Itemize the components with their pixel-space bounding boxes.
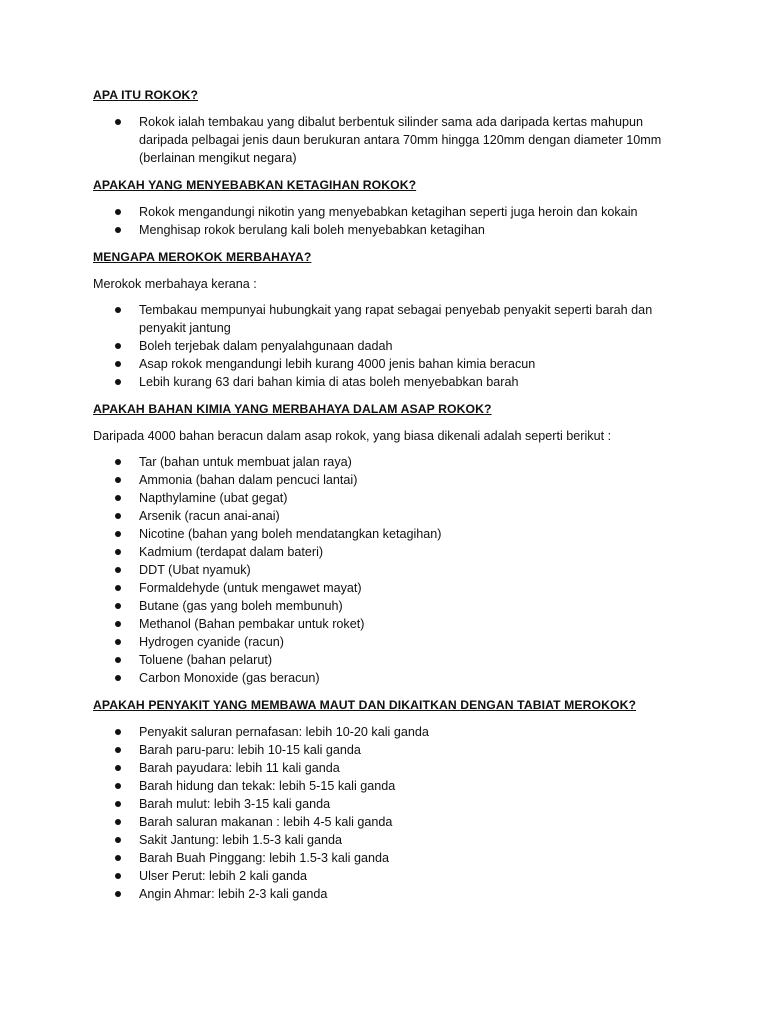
list-item (93, 579, 683, 597)
list-item-text: Boleh terjebak dalam penyalahgunaan dadah (139, 339, 393, 353)
list-item-text: Toluene (bahan pelarut) (139, 653, 273, 667)
list-item-text: Formaldehyde (untuk mengawet mayat) (139, 581, 362, 595)
list-item (93, 203, 683, 221)
bullet-icon (115, 227, 121, 233)
bullet-icon (115, 459, 121, 465)
list-item (93, 301, 683, 337)
bullet-icon (115, 783, 121, 789)
list-item (93, 471, 683, 489)
bullet-icon (115, 603, 121, 609)
list-item (93, 831, 683, 849)
list-item (93, 633, 683, 651)
list-item-text: DDT (Ubat nyamuk) (139, 563, 251, 577)
list-item (93, 723, 683, 741)
bullet-icon (115, 209, 121, 215)
list-item-text: Kadmium (terdapat dalam bateri) (139, 545, 324, 559)
list-item-text: Methanol (Bahan pembakar untuk roket) (139, 617, 365, 631)
list-item-text: Asap rokok mengandungi lebih kurang 4000 jenis bahan kimia beracun (139, 357, 536, 371)
bullet-icon (115, 819, 121, 825)
bullet-icon (115, 621, 121, 627)
list-item (93, 795, 683, 813)
bullet-icon (115, 513, 121, 519)
list-item (93, 561, 683, 579)
list-item (93, 741, 683, 759)
bullet-list (93, 723, 683, 903)
list-item-text: Sakit Jantung: lebih 1.5-3 kali ganda (139, 833, 343, 847)
list-item-text: Carbon Monoxide (gas beracun) (139, 671, 320, 685)
bullet-icon (115, 675, 121, 681)
bullet-icon (115, 379, 121, 385)
section-heading: APAKAH BAHAN KIMIA YANG MERBAHAYA DALAM ASAP ROKOK? (93, 402, 492, 416)
list-item (93, 777, 683, 795)
bullet-icon (115, 801, 121, 807)
section-bahan-kimia (93, 400, 683, 696)
section-heading: APAKAH PENYAKIT YANG MEMBAWA MAUT DAN DIKAITKAN DENGAN TABIAT MEROKOK? (93, 698, 637, 712)
bullet-icon (115, 855, 121, 861)
list-item-text: Barah mulut: lebih 3-15 kali ganda (139, 797, 331, 811)
list-item (93, 221, 683, 239)
list-item-text: Rokok mengandungi nikotin yang menyebabkan ketagihan seperti juga heroin dan kokain (139, 205, 638, 219)
section-ketagihan (93, 176, 683, 248)
list-item-text: Tar (bahan untuk membuat jalan raya) (139, 455, 352, 469)
bullet-list (93, 453, 683, 687)
bullet-icon (115, 477, 121, 483)
bullet-icon (115, 495, 121, 501)
list-item (93, 355, 683, 373)
list-item-text: Angin Ahmar: lebih 2-3 kali ganda (139, 887, 328, 901)
list-item (93, 867, 683, 885)
bullet-icon (115, 361, 121, 367)
list-item (93, 669, 683, 687)
list-item-text: Ammonia (bahan dalam pencuci lantai) (139, 473, 358, 487)
list-item-text: Ulser Perut: lebih 2 kali ganda (139, 869, 308, 883)
bullet-icon (115, 837, 121, 843)
list-item (93, 337, 683, 355)
list-item (93, 615, 683, 633)
list-item-text: Barah payudara: lebih 11 kali ganda (139, 761, 340, 775)
bullet-list (93, 301, 683, 391)
list-item-text: Napthylamine (ubat gegat) (139, 491, 288, 505)
document-page (93, 86, 683, 903)
list-item (93, 507, 683, 525)
bullet-icon (115, 531, 121, 537)
bullet-icon (115, 119, 121, 125)
list-item-text: Penyakit saluran pernafasan: lebih 10-20 kali ganda (139, 725, 429, 739)
section-heading: APAKAH YANG MENYEBABKAN KETAGIHAN ROKOK? (93, 178, 417, 192)
list-item-text: Barah saluran makanan : lebih 4-5 kali ganda (139, 815, 393, 829)
list-item (93, 759, 683, 777)
bullet-icon (115, 585, 121, 591)
section-penyakit (93, 696, 683, 903)
list-item-text: Nicotine (bahan yang boleh mendatangkan ketagihan) (139, 527, 442, 541)
list-item-text: Hydrogen cyanide (racun) (139, 635, 284, 649)
bullet-icon (115, 343, 121, 349)
section-apa-itu-rokok (93, 86, 683, 176)
bullet-icon (115, 891, 121, 897)
list-item (93, 543, 683, 561)
bullet-icon (115, 567, 121, 573)
list-item (93, 885, 683, 903)
bullet-icon (115, 657, 121, 663)
section-intro: Daripada 4000 bahan beracun dalam asap rokok, yang biasa dikenali adalah seperti berikut : (93, 429, 612, 443)
section-intro: Merokok merbahaya kerana : (93, 277, 257, 291)
bullet-list (93, 113, 683, 167)
list-item-text: Lebih kurang 63 dari bahan kimia di atas boleh menyebabkan barah (139, 375, 519, 389)
section-heading: APA ITU ROKOK? (93, 88, 198, 102)
list-item-text: Rokok ialah tembakau yang dibalut berbentuk silinder sama ada daripada kertas mahupun daripada pelbagai jenis daun berukuran antara 70mm hingga 120mm dengan diameter 10mm (berlainan mengikut negara) (139, 115, 662, 165)
list-item (93, 373, 683, 391)
list-item-text: Barah paru-paru: lebih 10-15 kali ganda (139, 743, 361, 757)
list-item-text: Butane (gas yang boleh membunuh) (139, 599, 343, 613)
bullet-icon (115, 639, 121, 645)
list-item-text: Menghisap rokok berulang kali boleh menyebabkan ketagihan (139, 223, 485, 237)
list-item-text: Barah Buah Pinggang: lebih 1.5-3 kali ganda (139, 851, 389, 865)
bullet-icon (115, 729, 121, 735)
list-item (93, 525, 683, 543)
list-item (93, 453, 683, 471)
list-item (93, 849, 683, 867)
list-item-text: Arsenik (racun anai-anai) (139, 509, 280, 523)
list-item (93, 813, 683, 831)
bullet-icon (115, 549, 121, 555)
list-item (93, 489, 683, 507)
list-item-text: Tembakau mempunyai hubungkait yang rapat sebagai penyebab penyakit seperti barah dan penyakit jantung (139, 303, 653, 335)
list-item-text: Barah hidung dan tekak: lebih 5-15 kali ganda (139, 779, 396, 793)
bullet-icon (115, 873, 121, 879)
bullet-list (93, 203, 683, 239)
list-item (93, 113, 683, 167)
list-item (93, 651, 683, 669)
section-merbahaya (93, 248, 683, 400)
bullet-icon (115, 747, 121, 753)
bullet-icon (115, 307, 121, 313)
section-heading: MENGAPA MEROKOK MERBAHAYA? (93, 250, 312, 264)
list-item (93, 597, 683, 615)
bullet-icon (115, 765, 121, 771)
